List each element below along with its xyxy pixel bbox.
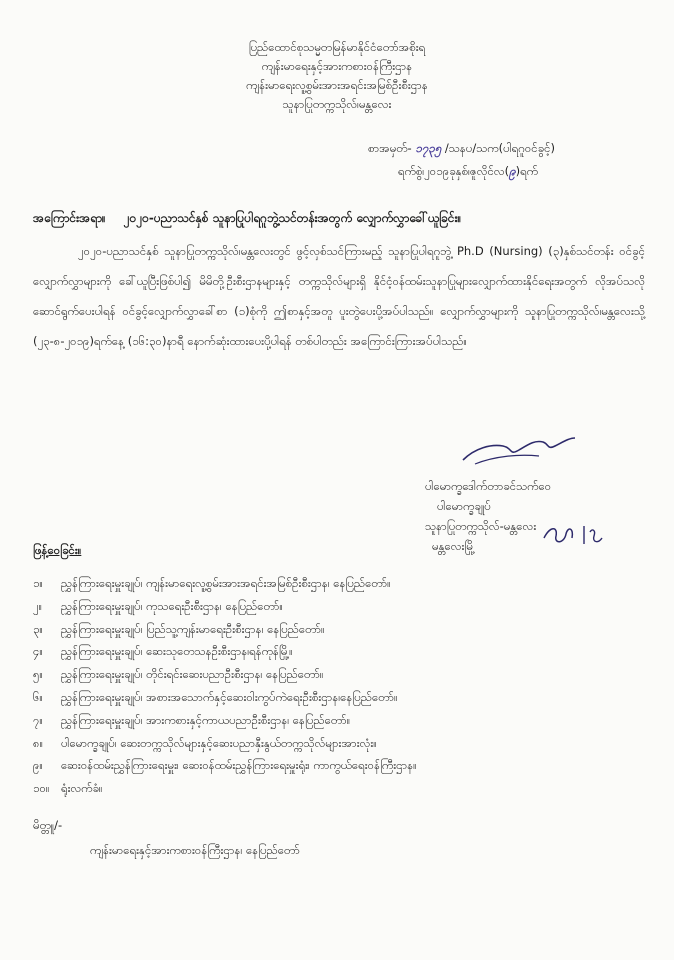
list-item: ၁။ ညွှန်ကြားရေးမှူးချုပ်၊ ကျန်းမာရေးလူ့စွမ်းအားအရင်းအမြစ်ဦးစီးဌာန၊ နေပြည်တော်။ <box>33 576 391 590</box>
list-item: ၄။ ညွှန်ကြားရေးမှူးချုပ်၊ ဆေးသုတေသနဦးစီးဌာန၊ရန်ကုန်မြို့။ <box>33 644 293 659</box>
copy-to-list <box>33 572 633 800</box>
signatory-name: ပါမောက္ခဒေါက်တာခင်သက်ဝေ <box>425 479 552 493</box>
header-line-university: သူနာပြုတက္ကသိုလ်၊မန္တလေး <box>282 97 392 111</box>
signatory-title: ပါမောက္ခချုပ် <box>437 499 491 513</box>
list-item: ၉။ ဆေးဝန်ထမ်းညွှန်ကြားရေးမှူး၊ ဆေးဝန်ထမ်းညွှန်ကြားရေးမှူးရုံး၊ ကာကွယ်ရေးဝန်ကြီးဌာန။ <box>33 758 417 773</box>
letter-number <box>368 139 555 158</box>
signatory-city: မန္တလေးမြို့ <box>432 539 475 553</box>
handwritten-initials <box>538 518 608 552</box>
copy-recipient: ကျန်းမာရေးနှင့်အားကစားဝန်ကြီးဌာန၊ နေပြည်တော် <box>90 843 300 857</box>
subject-line <box>33 210 461 228</box>
letter-date-day: ၉ <box>509 164 516 178</box>
signatory-institution: သူနာပြုတက္ကသိုလ်-မန္တလေး <box>425 519 537 533</box>
body-paragraph: ၂၀၂၀-ပညာသင်နှစ် သူနာပြုတက္ကသိုလ်၊မန္တလေးတွင် ဖွင့်လှစ်သင်ကြားမည့် သူနာပြုပါရဂူဘွဲ့ Ph.D (Nursing) (၃)နှစ်သင်တန်း ဝင်ခွင့်လျှောက်လွှာများကို ခေါ်ယူပြီးဖြစ်ပါ၍ မိမိတို့ဦးစီးဌာနများနှင့် တက္ကသိုလ်များရှိ နိုင်ငံ့ဝန်ထမ်းသူနာပြုများလျှောက်ထားနိုင်ရေးအတွက် လိုအပ်သလို ဆောင်ရွက်ပေးပါရန် ဝင်ခွင့်လျှောက်လွှာခေါ်စာ (၁)စုံကို ဤစာနှင့်အတူ ပူးတွဲပေးပို့အပ်ပါသည်။ လျှောက်လွှာများကို သူနာပြုတက္ကသိုလ်၊မန္တလေးသို့ (၂၃-၈-၂၀၁၉)ရက်နေ့ (၁၆:၃၀)နာရီ နောက်ဆုံးထားပေးပို့ပါရန် တစ်ပါတည်း အကြောင်းကြားအပ်ပါသည်။ <box>33 244 645 348</box>
letter-number-suffix: /သနပ/သက(ပါရဂူဝင်ခွင့်) <box>444 141 555 155</box>
letter-number-value: ၁၇၃၅ <box>415 141 442 155</box>
list-item: ၇။ ညွှန်ကြားရေးမှူးချုပ်၊ အားကစားနှင့်ကာယပညာဦးစီးဌာန၊ နေပြည်တော်။ <box>33 712 351 727</box>
header-line-department: ကျန်းမာရေးလူ့စွမ်းအားအရင်းအမြစ်ဦးစီးဌာန <box>246 78 428 92</box>
subject-text: ၂၀၂၀-ပညာသင်နှစ် သူနာပြုပါရဂူဘွဲ့သင်တန်းအတွက် လျှောက်လွှာခေါ်ယူခြင်း။ <box>123 211 462 225</box>
header-line-ministry: ကျန်းမာရေးနှင့်အားကစားဝန်ကြီးဌာန <box>261 59 413 73</box>
list-item: ၃။ ညွှန်ကြားရေးမှူးချုပ်၊ ပြည်သူ့ကျန်းမာရေးဦးစီးဌာန၊ နေပြည်တော်။ <box>33 621 325 636</box>
copy-to-title: ဖြန့်ဝေခြင်း။ <box>33 543 82 557</box>
letter-date-suffix: )ရက် <box>515 164 538 178</box>
list-item: ၂။ ညွှန်ကြားရေးမှူးချုပ်၊ ကုသရေးဦးစီးဌာန၊ နေပြည်တော်။ <box>33 598 283 613</box>
list-item: ၅။ ညွှန်ကြားရေးမှူးချုပ်၊ တိုင်းရင်းဆေးပညာဦးစီးဌာန၊ နေပြည်တော်။ <box>33 667 324 682</box>
letter-date-label: ရက်စွဲ၊၂၀၁၉ခုနှစ်၊ဇူလိုင်လ( <box>398 164 510 178</box>
list-item: ၁၀။ ရုံးလက်ခံ။ <box>33 781 103 796</box>
header-line-government: ပြည်ထောင်စုသမ္မတမြန်မာနိုင်ငံတော်အစိုးရ <box>248 40 426 54</box>
list-item: ၆။ ညွှန်ကြားရေးမှူးချုပ်၊ အစားအသောက်နှင့်ဆေးဝါးကွပ်ကဲရေးဦးစီးဌာန၊နေပြည်တော်။ <box>33 689 398 704</box>
letter-number-label: စာအမှတ်- <box>368 141 412 155</box>
subject-label: အကြောင်းအရာ။ <box>33 211 106 225</box>
list-item: ၈။ ပါမောက္ခချုပ်၊ ဆေးတက္ကသိုလ်များနှင့်ဆေးပညာနှီးနွယ်တက္ကသိုလ်များအားလုံး။ <box>33 735 377 750</box>
handwritten-signature <box>455 424 580 466</box>
letter-date <box>398 162 538 181</box>
copy-note: မိတ္တူ/- <box>33 818 63 832</box>
